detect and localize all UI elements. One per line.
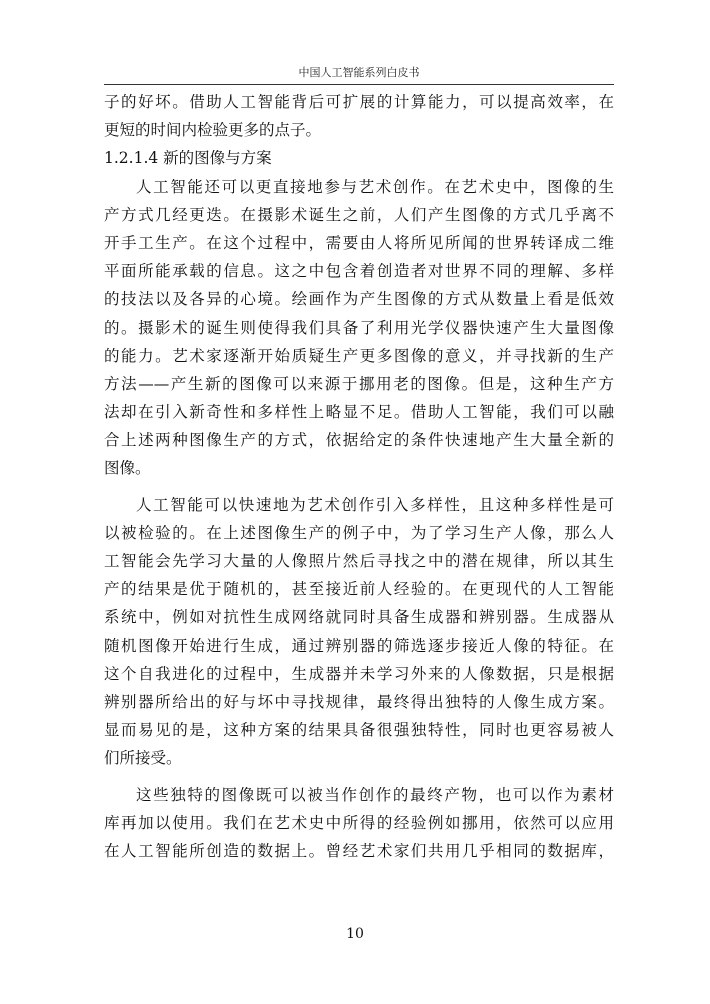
- text-line: 子的好坏。借助人工智能背后可扩展的计算能力，可以提高效率，在: [104, 93, 614, 111]
- page-number: 10: [346, 926, 364, 942]
- text-line: 辨别器所给出的好与坏中寻找规律，最终得出独特的人像生成方案。: [104, 692, 614, 711]
- text-line: 在人工智能所创造的数据上。曾经艺术家们共用几乎相同的数据库，: [104, 841, 614, 860]
- section-heading: 1.2.1.4 新的图像与方案: [104, 149, 272, 168]
- text-line: 人工智能还可以更直接地参与艺术创作。在艺术史中，图像的生: [136, 177, 614, 196]
- text-line: 这个自我进化的过程中，生成器并未学习外来的人像数据，只是根据: [104, 664, 614, 683]
- text-line: 开手工生产。在这个过程中，需要由人将所见所闻的世界转译成二维: [104, 233, 614, 252]
- text-line: 更短的时间内检验更多的点子。: [104, 121, 322, 140]
- paragraph-gap: [104, 483, 614, 491]
- text-line: 人工智能可以快速地为艺术创作引入多样性，且这种多样性是可: [136, 495, 614, 514]
- text-line: 合上述两种图像生产的方式，依据给定的条件快速地产生大量全新的: [104, 431, 614, 450]
- text-line: 的技法以及各异的心境。绘画作为产生图像的方式从数量上看是低效: [104, 290, 614, 309]
- text-line: 法却在引入新奇性和多样性上略显不足。借助人工智能，我们可以融: [104, 403, 614, 422]
- intro-paragraph: [104, 88, 614, 144]
- header-divider: [104, 84, 614, 85]
- text-line: 产方式几经更迭。在摄影术诞生之前，人们产生图像的方式几乎离不: [104, 205, 614, 224]
- paragraph-2: [104, 491, 614, 773]
- text-line: 产的结果是优于随机的，甚至接近前人经验的。在更现代的人工智能: [104, 580, 614, 599]
- text-line: 的能力。艺术家逐渐开始质疑生产更多图像的意义，并寻找新的生产: [104, 346, 614, 365]
- text-line: 图像。: [104, 459, 151, 478]
- text-line: 的。摄影术的诞生则使得我们具备了利用光学仪器快速产生大量图像: [104, 318, 614, 337]
- text-line: 工智能会先学习大量的人像照片然后寻找之中的潜在规律，所以其生: [104, 552, 614, 570]
- text-line: 平面所能承载的信息。这之中包含着创造者对世界不同的理解、多样: [104, 262, 614, 281]
- text-line: 方法——产生新的图像可以来源于挪用老的图像。但是，这种生产方: [104, 374, 614, 393]
- text-line: 们所接受。: [104, 749, 182, 768]
- text-line: 以被检验的。在上述图像生产的例子中，为了学习生产人像，那么人: [104, 523, 614, 542]
- paragraph-1: [104, 173, 614, 483]
- paragraph-gap: [104, 773, 614, 781]
- paragraph-3: [104, 781, 614, 866]
- page-body: [104, 88, 614, 865]
- running-header: 中国人工智能系列白皮书: [298, 66, 420, 79]
- text-line: 显而易见的是，这种方案的结果具备很强独特性，同时也更容易被人: [104, 721, 614, 740]
- text-line: 这些独特的图像既可以被当作创作的最终产物，也可以作为素材: [136, 785, 614, 804]
- text-line: 随机图像开始进行生成，通过辨别器的筛选逐步接近人像的特征。在: [104, 636, 614, 655]
- text-line: 库再加以使用。我们在艺术史中所得的经验例如挪用，依然可以应用: [104, 813, 614, 832]
- text-line: 系统中，例如对抗性生成网络就同时具备生成器和辨别器。生成器从: [104, 608, 614, 627]
